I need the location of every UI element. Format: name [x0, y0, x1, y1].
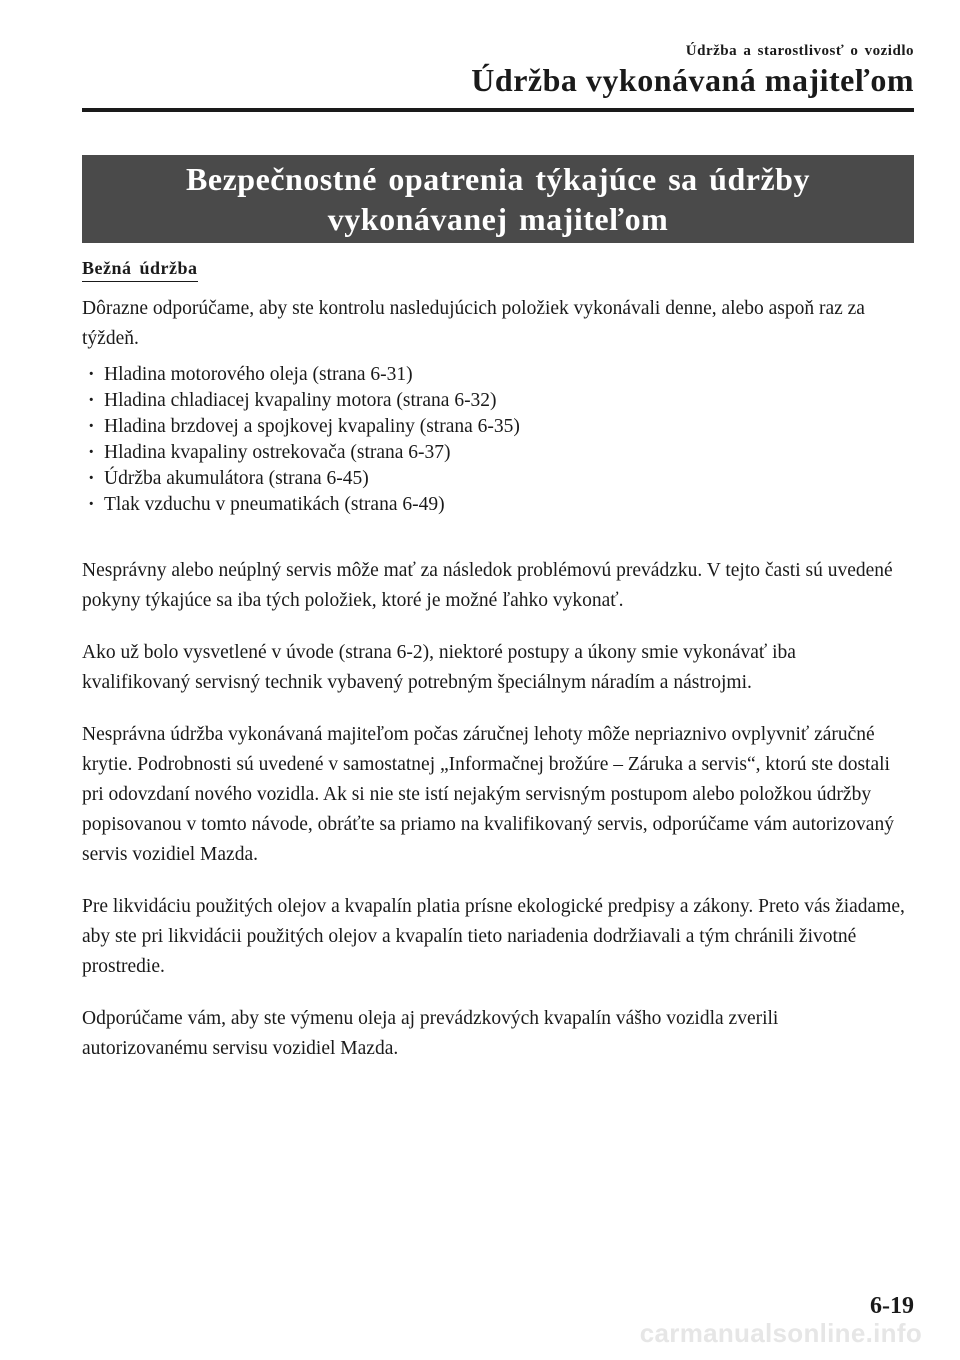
- paragraph-warranty: Nesprávna údržba vykonávaná majiteľom počas záručnej lehoty môže nepriaznivo ovplyvniť záručné krytie. Podrobnosti sú uvedené v samostatnej „Informačnej brožúre – Záruka a servis“, ktorú ste dostali pri odovzdaní nového vozidla. Ak si nie ste istí nejakým servisným postupom alebo položkou údržby popisovanou v tomto návode, obráťte sa priamo na kvalifikovaný servis, odporúčame vám autorizovaný servis vozidiel Mazda.: [82, 724, 894, 865]
- daily-check-list: [82, 362, 908, 518]
- header-divider: [82, 108, 914, 112]
- list-item: · Hladina brzdovej a spojkovej kvapaliny (strana 6-35): [82, 414, 908, 440]
- list-item: · Údržba akumulátora (strana 6-45): [82, 466, 908, 492]
- list-item: · Hladina motorového oleja (strana 6-31): [82, 362, 908, 388]
- intro-paragraph: Dôrazne odporúčame, aby ste kontrolu nasledujúcich položiek vykonávali denne, alebo aspoň raz za týždeň.: [82, 298, 865, 349]
- watermark: carmanualsonline.info: [639, 1318, 922, 1348]
- section-title: Údržba vykonávaná majiteľom: [471, 62, 914, 98]
- subheading-routine-maintenance: Bežná údržba: [82, 256, 198, 282]
- chapter-label: Údržba a starostlivosť o vozidlo: [685, 43, 914, 59]
- paragraph-improper-service: Nesprávny alebo neúplný servis môže mať za následok problémovú prevádzku. V tejto časti sú uvedené pokyny týkajúce sa iba tých položiek, ktoré je možné ľahko vykonať.: [82, 560, 893, 611]
- paragraph-qualified-technician: Ako už bolo vysvetlené v úvode (strana 6-2), niektoré postupy a úkony smie vykonávať iba kvalifikovaný servisný technik vybavený potrebným špeciálnym náradím a nástrojmi.: [82, 642, 796, 693]
- paragraph-recommendation: Odporúčame vám, aby ste výmenu oleja aj prevádzkových kvapalín vášho vozidla zverili autorizovanému servisu vozidiel Mazda.: [82, 1008, 779, 1059]
- page-number: 6-19: [870, 1293, 914, 1319]
- list-item: · Hladina kvapaliny ostrekovača (strana 6-37): [82, 440, 908, 466]
- list-item: · Hladina chladiacej kvapaliny motora (strana 6-32): [82, 388, 908, 414]
- paragraph-disposal: Pre likvidáciu použitých olejov a kvapalín platia prísne ekologické predpisy a zákony. Preto vás žiadame, aby ste pri likvidácii použitých olejov a kvapalín tieto nariadenia dodržiavali a tým chránili životné prostredie.: [82, 896, 905, 977]
- list-item: · Tlak vzduchu v pneumatikách (strana 6-49): [82, 492, 908, 518]
- topic-banner: [82, 155, 914, 243]
- main-content: [82, 254, 908, 1086]
- running-header: [471, 42, 914, 98]
- banner-title: Bezpečnostné opatrenia týkajúce sa údržby vykonávanej majiteľom: [186, 161, 810, 237]
